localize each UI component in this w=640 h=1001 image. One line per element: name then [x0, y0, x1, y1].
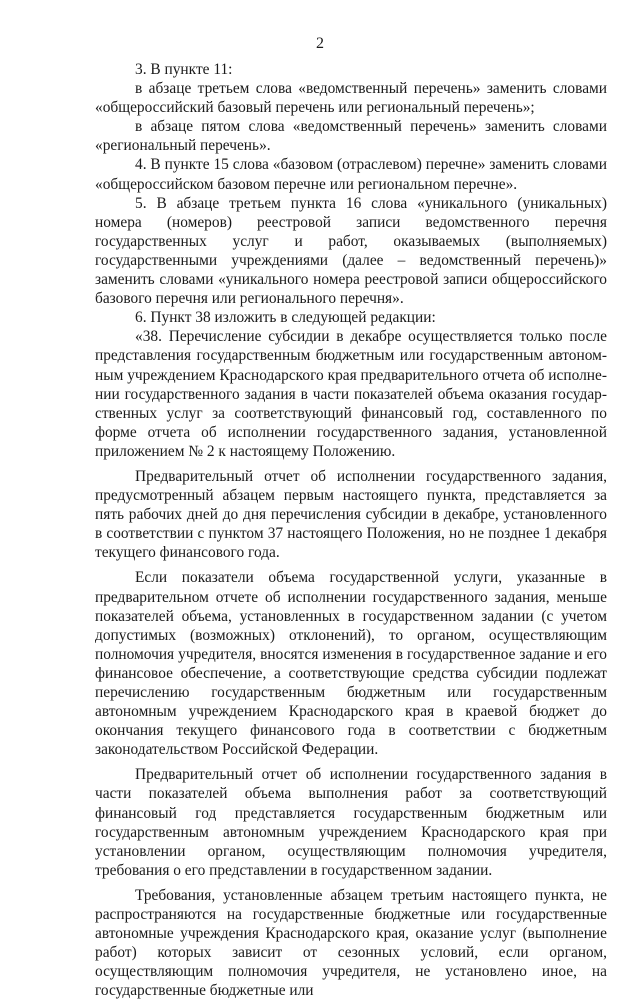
paragraph-item-3: 3. В пункте 11:	[135, 61, 233, 78]
paragraph-point-38-4: Предварительный отчет об исполнении государственного задания в части показателей объема выполнения работ за соответствующий финансовый год представляется государственным бюджетным или государственным автономным учреждением Краснодарского края при установлении органом, осуществляющим полномочия учредителя, требования о его представлении в государственном задании.	[95, 766, 607, 879]
paragraph-item-6: 6. Пункт 38 изложить в следующей редакции:	[135, 309, 436, 327]
paragraph-point-38-5: Требования, установленные абзацем третьим настоящего пункта, не распространяются на государственные бюджетные или государственные автономные учреждения Краснодарского края, оказание услуг (выполнение работ) которых зависит от сезонных условий, если органом, осуществляющим полномочия учредителя, не установлено иное, на государственные бюджетные или	[95, 886, 607, 1000]
paragraph-item-4: 4. В пункте 15 слова «базовом (отраслевом) перечне» заменить словами «общероссийском базовом перечне или региональном перечне».	[95, 156, 607, 193]
paragraph-item-3-abzac-3: в абзаце третьем слова «ведомственный перечень» заменить словами «общероссийский базовый перечень или региональный перечень»;	[95, 80, 607, 117]
paragraph-point-38-2: Предварительный отчет об исполнении государственного задания, предусмотренный абзацем первым настоящего пункта, представляется за пять рабочих дней до дня перечисления субсидии в декабре, установленного в соответствии с пунктом 37 настоящего Положения, но не позднее 1 декабря текущего финансового года.	[95, 467, 607, 562]
paragraph-point-38-3: Если показатели объема государственной услуги, указанные в предварительном отчете об исполнении государственного задания, меньше показателей объема, установленных в государственном задании (с учетом допустимых (возможных) отклонений), то органом, осуществляющим полномочия учредителя, вносятся изменения в государственное задание и его финансовое обеспечение, а соответствующие средства субсидии подлежат перечислению государственным бюджетным или государственным автономным учреждением Краснодарского края в краевой бюджет до окончания текущего финансового года в соответствии с бюджетным законодательством Российской Федерации.	[95, 569, 607, 759]
page-number: 2	[316, 35, 324, 52]
document-body	[95, 60, 607, 1001]
paragraph-item-5: 5. В абзаце третьем пункта 16 слова «уникального (уникальных) номера (номеров) реестровой записи ведомственного перечня государственных услуг и работ, оказываемых (выполняемых) государственными учреждениями (далее – ведомственный перечень)» заменить словами «уникального номера реестровой записи общероссийского базового перечня или регионального перечня».	[95, 194, 607, 308]
paragraph-item-3-abzac-5: в абзаце пятом слова «ведомственный перечень» заменить словами «региональный перечень».	[95, 118, 607, 155]
paragraph-point-38-1: «38. Перечисление субсидии в декабре осуществляется только после представления государственным бюджетным или государственным автономным учреждением Краснодарского края предварительного отчета об исполнении государственного задания в части показателей объема оказания государственных услуг за соответствующий финансовый год, составленного по форме отчета об исполнении государственного задания, установленной приложением № 2 к настоящему Положению.	[95, 328, 607, 460]
